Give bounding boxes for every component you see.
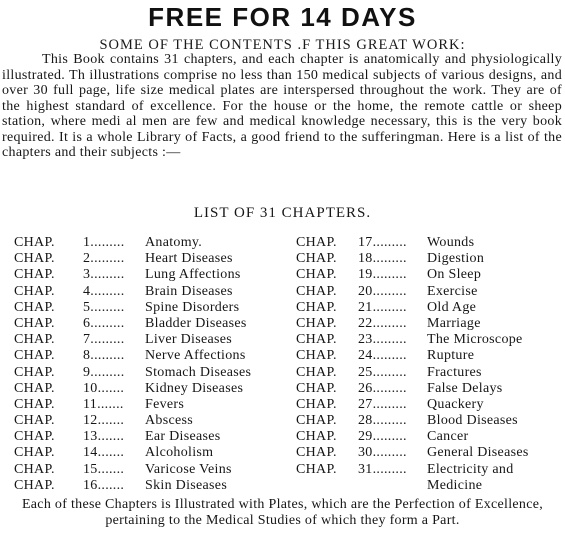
chapter-number: 18.........: [358, 251, 407, 267]
chapter-row: [14, 348, 304, 364]
chapter-subject: Fractures: [427, 364, 482, 380]
list-title: LIST OF 31 CHAPTERS.: [193, 205, 372, 221]
chapter-label: CHAP.: [296, 283, 337, 299]
chapter-number: 13.......: [83, 429, 125, 445]
chapter-row: [14, 413, 304, 429]
chapter-label: CHAP.: [296, 396, 337, 412]
chapter-number: 27.........: [358, 396, 407, 412]
intro-paragraph: This Book contains 31 chapters, and each chapter is anatomically and physiologically illustrated. Th illustrations comprise no less than 150 medical subjects of various designs, and over 30 full page, life size medical plates are interspersed throughout the work. They are of the highest standard of excellence. For the house or the home, the remote cattle or sheep station, where medi al men are few and medical knowledge necessary, this is the very book required. It is a whole Library of Facts, a good friend to the sufferingman. Here is a list of the chapters and their subjects :—: [2, 52, 562, 160]
chapter-subject: Blood Diseases: [427, 413, 518, 429]
chapter-row: [14, 332, 304, 348]
chapter-number: 7.........: [83, 332, 125, 348]
chapter-subject: False Delays: [427, 380, 503, 396]
chapter-subject: Exercise: [427, 283, 478, 299]
chapter-label: CHAP.: [296, 251, 337, 267]
chapter-row: [296, 300, 565, 316]
chapter-number: 15.......: [83, 461, 125, 477]
chapter-label: CHAP.: [14, 235, 55, 250]
chapter-number: 17.........: [358, 235, 407, 250]
chapter-subject: Nerve Affections: [145, 348, 246, 364]
chapter-row: [14, 462, 304, 478]
chapter-label: CHAP.: [14, 477, 55, 493]
chapter-number: 25.........: [358, 364, 407, 380]
chapter-label: CHAP.: [296, 267, 337, 283]
chapter-row: [296, 445, 565, 461]
chapter-row: [14, 235, 304, 251]
chapter-row: [296, 429, 565, 445]
chapter-number: 10.......: [83, 380, 125, 396]
chapter-label: CHAP.: [14, 429, 55, 445]
chapter-subject: Abscess: [145, 413, 193, 429]
chapter-number: 31.........: [358, 461, 407, 477]
headline: FREE FOR 14 DAYS: [148, 2, 417, 32]
chapter-number: 26.........: [358, 380, 407, 396]
chapter-row: [296, 251, 565, 267]
chapter-label: CHAP.: [296, 429, 337, 445]
chapter-number: 14.......: [83, 445, 125, 461]
chapter-label: CHAP.: [296, 364, 337, 380]
chapter-subject: Cancer: [427, 429, 469, 445]
chapter-row: [296, 332, 565, 348]
chapter-subject: Stomach Diseases: [145, 364, 252, 380]
chapter-number: 30.........: [358, 445, 407, 461]
chapter-label: CHAP.: [296, 348, 337, 364]
chapter-row: [296, 365, 565, 381]
chapter-label: CHAP.: [14, 251, 55, 267]
chapter-subject: Bladder Diseases: [145, 315, 247, 331]
chapter-row: [296, 348, 565, 364]
chapter-subject: Liver Diseases: [145, 332, 233, 348]
chapter-number: 6.........: [83, 315, 125, 331]
chapter-row: [14, 365, 304, 381]
chapter-subject: Kidney Diseases: [145, 380, 244, 396]
chapter-row: [14, 397, 304, 413]
chapter-number: 24.........: [358, 348, 407, 364]
chapter-row: [14, 478, 304, 494]
chapter-label: CHAP.: [14, 445, 55, 461]
chapter-number: 3.........: [83, 267, 125, 283]
chapter-subject: Spine Disorders: [145, 299, 240, 315]
chapter-label: CHAP.: [296, 235, 337, 250]
chapter-subject: Varicose Veins: [145, 461, 232, 477]
chapter-label: CHAP.: [296, 380, 337, 396]
chapter-row: [296, 235, 565, 251]
chapter-subject: General Diseases: [427, 445, 529, 461]
chapter-row: [14, 284, 304, 300]
chapter-label: CHAP.: [296, 299, 337, 315]
chapter-label: CHAP.: [14, 380, 55, 396]
chapter-row: [296, 316, 565, 332]
chapter-label: CHAP.: [14, 461, 55, 477]
chapter-list-left: [14, 235, 304, 494]
chapter-number: 12.......: [83, 413, 125, 429]
chapter-label: CHAP.: [14, 396, 55, 412]
subheading: SOME OF THE CONTENTS .F THIS GREAT WORK:: [99, 37, 466, 53]
chapter-label: CHAP.: [14, 283, 55, 299]
chapter-subject: Lung Affections: [145, 267, 241, 283]
chapter-number: 8.........: [83, 348, 125, 364]
chapter-number: 22.........: [358, 315, 407, 331]
chapter-subject: Alcoholism: [145, 445, 214, 461]
chapter-number: 11.......: [83, 396, 124, 412]
chapter-row: [296, 397, 565, 413]
chapter-row: [14, 267, 304, 283]
chapter-label: CHAP.: [296, 461, 337, 477]
chapter-row: [14, 381, 304, 397]
chapter-subject: Fevers: [145, 396, 185, 412]
chapter-subject: Ear Diseases: [145, 429, 221, 445]
chapter-subject: Marriage: [427, 315, 481, 331]
chapter-row: [14, 251, 304, 267]
chapter-number: 1.........: [83, 235, 125, 250]
chapter-label: CHAP.: [296, 413, 337, 429]
chapter-row: [14, 445, 304, 461]
footer-note: Each of these Chapters is Illustrated with Plates, which are the Perfection of Excellence, pertaining to the Medical Studies of which they form a Part.: [21, 497, 544, 528]
chapter-row: [296, 461, 565, 493]
chapter-number: 19.........: [358, 267, 407, 283]
chapter-number: 4.........: [83, 283, 125, 299]
chapter-label: CHAP.: [14, 299, 55, 315]
chapter-label: CHAP.: [14, 413, 55, 429]
chapter-label: CHAP.: [296, 332, 337, 348]
chapter-row: [14, 429, 304, 445]
chapter-number: 9.........: [83, 364, 125, 380]
chapter-number: 20.........: [358, 283, 407, 299]
chapter-number: 23.........: [358, 332, 407, 348]
chapter-number: 16.......: [83, 477, 125, 493]
chapter-label: CHAP.: [14, 348, 55, 364]
chapter-subject: Quackery: [427, 396, 484, 412]
chapter-row: [296, 381, 565, 397]
chapter-subject: Anatomy.: [145, 235, 203, 250]
chapter-number: 5.........: [83, 299, 125, 315]
chapter-number: 29.........: [358, 429, 407, 445]
chapter-list-right: [296, 235, 565, 493]
chapter-row: [14, 316, 304, 332]
chapter-row: [296, 413, 565, 429]
chapter-label: CHAP.: [14, 332, 55, 348]
chapter-subject: Digestion: [427, 251, 485, 267]
chapter-subject: On Sleep: [427, 267, 482, 283]
chapter-subject: The Microscope: [427, 332, 523, 348]
chapter-label: CHAP.: [14, 267, 55, 283]
chapter-subject: Rupture: [427, 348, 475, 364]
chapter-label: CHAP.: [14, 364, 55, 380]
chapter-subject: Heart Diseases: [145, 251, 233, 267]
chapter-number: 2.........: [83, 251, 125, 267]
chapter-number: 28.........: [358, 413, 407, 429]
chapter-number: 21.........: [358, 299, 407, 315]
chapter-subject: Old Age: [427, 299, 477, 315]
chapter-row: [296, 284, 565, 300]
chapter-label: CHAP.: [296, 445, 337, 461]
chapter-subject: Wounds: [427, 235, 475, 250]
chapter-row: [14, 300, 304, 316]
chapter-row: [296, 267, 565, 283]
chapter-label: CHAP.: [296, 315, 337, 331]
chapter-subject: Electricity and Medicine: [427, 461, 514, 493]
chapter-subject: Skin Diseases: [145, 477, 228, 493]
chapter-label: CHAP.: [14, 315, 55, 331]
chapter-subject: Brain Diseases: [145, 283, 233, 299]
